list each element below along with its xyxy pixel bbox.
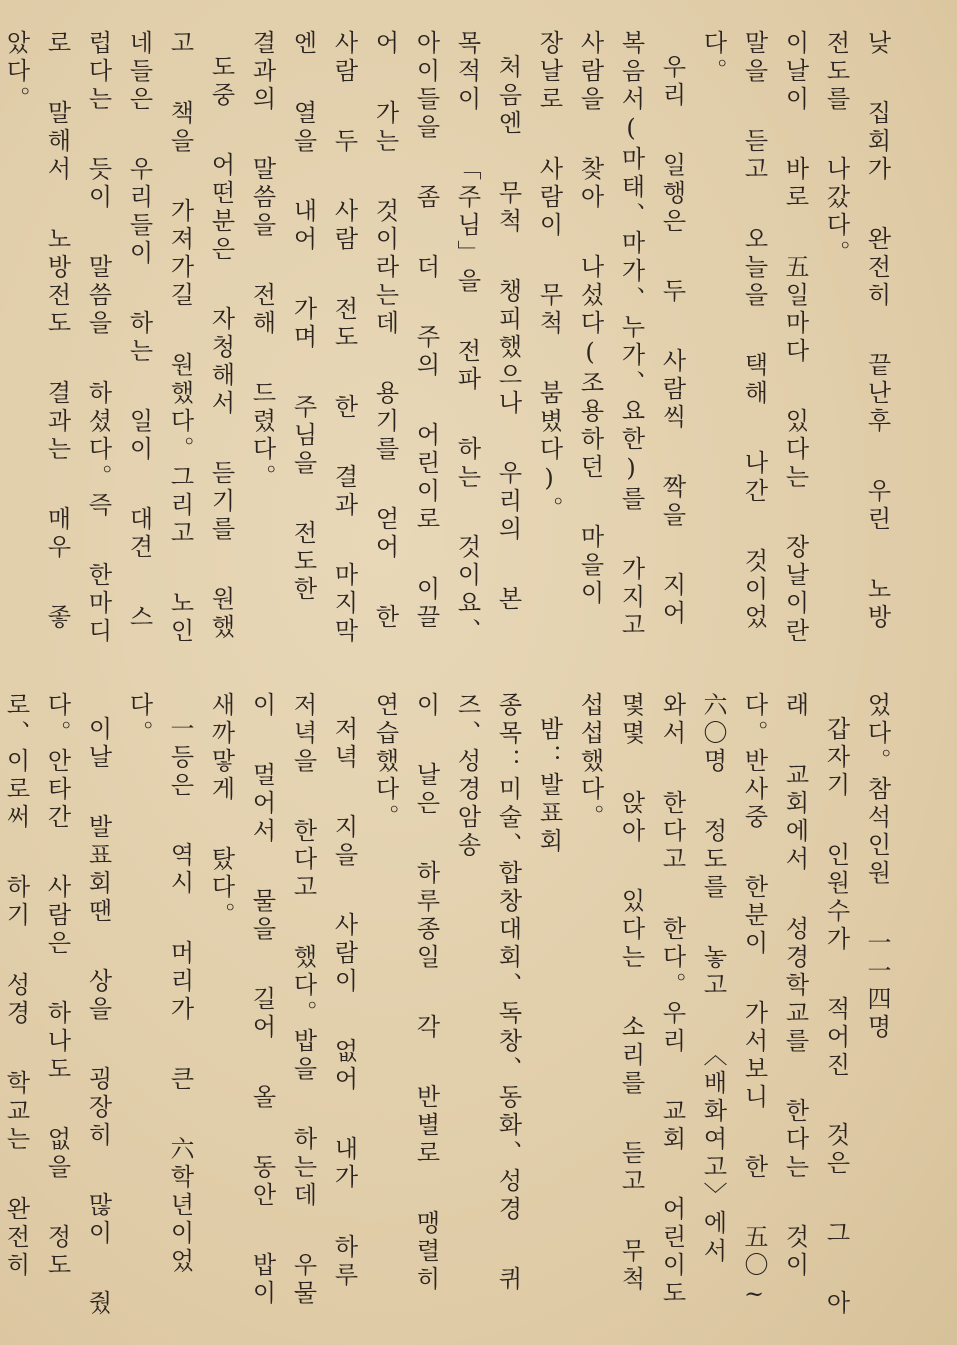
paragraph: 었다。참석인원 一一四명 bbox=[863, 692, 891, 1042]
paragraph: 이날 발표회땐 상을 굉장히 많이 줬다。안타간 사람은 하나도 없을 정도로、이로써 하기 성경 학교는 완전히 bbox=[2, 692, 112, 1318]
paragraph: 도중 어떤분은 자청해서 듣기를 원했고 책을 가져가길 원했다。그리고 노인네들은 우리들이 하는 일이 대견 스럽다는 듯이 말씀을 하셨다。즉 한마디로 말해서 노방전도 결과는 매우 좋았다。 bbox=[2, 30, 235, 646]
paragraph: 낮 집회가 완전히 끝난후 우린 노방 전도를 나갔다。 bbox=[822, 30, 891, 632]
paragraph: 이 날은 하루종일 각 반별로 맹렬히 연습했다。 bbox=[371, 692, 440, 1294]
paragraph: 이날이 바로 五일마다 있다는 장날이란 말을 듣고 오늘을 택해 나간 것이었다。 bbox=[699, 30, 809, 646]
paragraph: 一등은 역시 머리가 큰 六학년이었다。 bbox=[125, 692, 194, 1276]
upper-text-column bbox=[0, 30, 897, 658]
paragraph: 종목：미술、합창대회、독창、동화、성경 퀴즈、성경암송 bbox=[453, 692, 522, 1294]
paragraph: 저녁 지을 사람이 없어 내가 하루 저녁을 한다고 했다。밥을 하는데 우물이 멀어서 물을 길어 올 동안 밥이 새까맣게 탔다。 bbox=[207, 692, 358, 1308]
paragraph: 처음엔 무척 챙피했으나 우리의 본 목적이 「주님」을 전파 하는 것이요、아이들을 좀 더 주의 어린이로 이끌어 가는 것이라는데 용기를 얻어 한 사람 두 사람 전도 한 결과 마지막엔 열을 내어 가며 주님을 전도한 결과의 말씀을 전해 드렸다。 bbox=[248, 30, 522, 646]
paragraph: 갑자기 인원수가 적어진 것은 그 아래 교회에서 성경학교를 한다는 것이다。반사중 한분이 가서보니 한 五〇~六〇명 정도를 놓고 〈배화여고〉에서 와서 한다고 한다。우리 교회 어린이도 몇몇 앉아 있다는 소리를 듣고 무척 섭섭했다。 bbox=[576, 692, 850, 1318]
lower-text-column bbox=[0, 692, 897, 1322]
paragraph: 우리 일행은 두 사람씩 짝을 지어 복음서(마태、마가、누가、요한)를 가지고 사람을 찾아 나섰다(조용하던 마을이 장날로 사람이 무척 붐볐다)。 bbox=[535, 30, 686, 640]
paragraph: 밤：발표회 bbox=[535, 716, 563, 856]
